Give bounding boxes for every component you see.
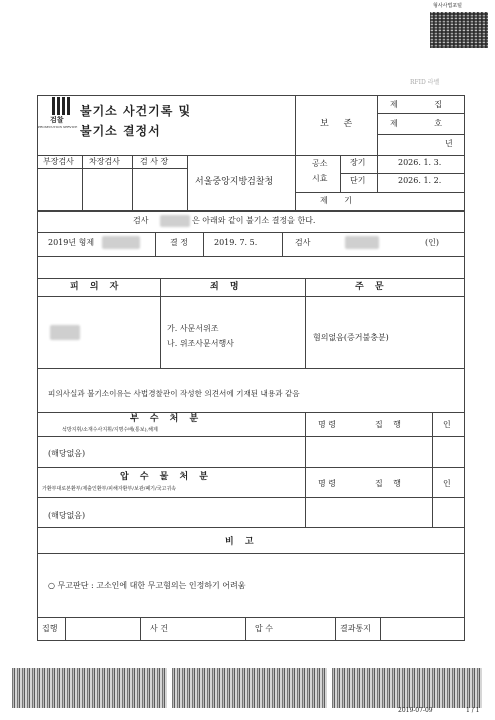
approval-col-3: 검 사 장 [140, 157, 169, 166]
grid-line [37, 256, 465, 257]
footer-seizure: 압 수 [255, 624, 273, 633]
ancillary-col-seal: 인 [443, 420, 451, 429]
grid-line [37, 467, 465, 468]
grid-line [65, 617, 66, 640]
grid-line [187, 155, 188, 210]
grid-line [82, 155, 83, 210]
barcode-right [332, 668, 482, 708]
preservation-label: 보 존 [320, 119, 359, 129]
charge-header: 죄 명 [210, 282, 243, 292]
title-line-1: 불기소 사건기록 및 [80, 104, 192, 118]
order-header: 주 문 [355, 282, 388, 292]
decision-intro-prefix: 검사 [133, 216, 149, 225]
grid-line [377, 113, 465, 114]
grid-line [377, 134, 465, 135]
grid-line [37, 497, 465, 498]
preservation-row-1: 제 집 [390, 100, 442, 109]
seizure-subtitle: 가환부대로본환부/제출인환부/피해자환부/보관/폐기/국고귀속 [42, 486, 177, 492]
grid-line [37, 210, 465, 212]
grid-line [37, 168, 187, 169]
frame-line [37, 95, 465, 96]
remarks-text: ○ 무고판단 : 고소인에 대한 무고혐의는 인정하기 어려움 [48, 581, 246, 590]
limitation-long-label: 장기 [350, 158, 366, 167]
charge-1: 가. 사문서위조 [167, 324, 219, 333]
seizure-value: (해당없음) [48, 511, 86, 520]
footer-case: 사 건 [150, 624, 168, 633]
ancillary-value: (해당없음) [48, 449, 86, 458]
grid-line [245, 617, 246, 640]
prosecutor-seal: (인) [425, 238, 439, 247]
footer-execution: 집행 [42, 624, 58, 633]
redacted-prosecutor-name [160, 215, 190, 227]
facts-text: 피의사실과 불기소이유는 사법경찰관이 작성한 의견서에 기재된 내용과 같음 [48, 389, 300, 398]
grid-line [305, 278, 306, 368]
footer-notice: 결과통지 [340, 624, 371, 633]
grid-line [282, 232, 283, 256]
grid-line [340, 173, 465, 174]
prosecutor-label: 검사 [295, 238, 311, 247]
redacted-case-number [102, 236, 140, 249]
grid-line [37, 527, 465, 528]
limitation-label-bottom: 시효 [312, 174, 328, 183]
grid-line [37, 617, 465, 618]
ancillary-subtitle: 석방지휘/소재수사지휘/지명수배(통보),해제 [62, 427, 158, 433]
limitation-long-date: 2026. 1. 3. [398, 158, 442, 167]
grid-line [37, 296, 465, 297]
title-line-2: 불기소 결정서 [80, 124, 161, 138]
grid-line [37, 232, 465, 233]
grid-line [37, 640, 465, 641]
approval-col-1: 부장검사 [43, 157, 74, 166]
seizure-col-seal: 인 [443, 479, 451, 488]
barcode-left [12, 668, 167, 708]
grid-line [305, 467, 306, 527]
grid-line [37, 368, 465, 369]
ancillary-col-order: 명 령 [318, 420, 336, 429]
grid-line [305, 412, 306, 467]
case-number: 2019년 형제 [48, 238, 95, 247]
grid-line [160, 278, 161, 368]
preservation-row-2: 제 호 [390, 119, 442, 128]
grid-line [37, 436, 465, 437]
grid-line [432, 467, 433, 527]
remarks-header: 비 고 [225, 537, 258, 547]
grid-line [37, 412, 465, 413]
footer-date: 2019-07-09 [398, 707, 433, 714]
suspect-header: 피 의 자 [70, 282, 123, 292]
grid-line [432, 412, 433, 467]
decision-label: 결 정 [170, 238, 188, 247]
grid-line [37, 553, 465, 554]
top-stamp: 형사사법포털 [433, 3, 462, 9]
limitation-short-label: 단기 [350, 176, 366, 185]
grid-line [140, 617, 141, 640]
charge-2: 나. 위조사문서행사 [167, 339, 234, 348]
rfid-label: RFID 라벨 [410, 79, 440, 86]
redacted-prosecutor-signature [345, 236, 379, 249]
limitation-short-date: 2026. 1. 2. [398, 176, 442, 185]
grid-line [203, 232, 204, 256]
preservation-row-3: 년 [445, 139, 453, 148]
grid-line [37, 155, 465, 156]
order-text: 혐의없음(증거불충분) [313, 333, 389, 342]
grid-line [377, 95, 378, 155]
decision-intro-suffix: 은 아래와 같이 불기소 결정을 한다. [192, 216, 316, 225]
grid-line [132, 155, 133, 210]
qr-code-top [430, 12, 488, 48]
logo-subtext: PROSECUTION SERVICE [38, 125, 78, 129]
approval-col-2: 차장검사 [89, 157, 120, 166]
ancillary-col-exec: 집 행 [375, 420, 405, 429]
grid-line [295, 192, 465, 193]
seizure-col-order: 명 령 [318, 479, 336, 488]
seizure-col-exec: 집 행 [375, 479, 405, 488]
ancillary-title: 부 수 처 분 [130, 414, 203, 424]
logo-text: 검찰 [50, 115, 64, 124]
limitation-label-top: 공소 [312, 159, 328, 168]
office-name: 서울중앙지방검찰청 [195, 177, 274, 187]
barcode-middle [172, 668, 327, 708]
grid-line [380, 617, 381, 640]
grid-line [155, 232, 156, 256]
grid-line [37, 278, 465, 279]
footer-page: 1 / 1 [466, 707, 480, 714]
grid-line [335, 617, 336, 640]
preservation-row-4: 제 기 [320, 196, 352, 205]
redacted-suspect-name [50, 325, 80, 340]
seizure-title: 압 수 물 처 분 [120, 472, 213, 482]
decision-date: 2019. 7. 5. [214, 238, 258, 247]
